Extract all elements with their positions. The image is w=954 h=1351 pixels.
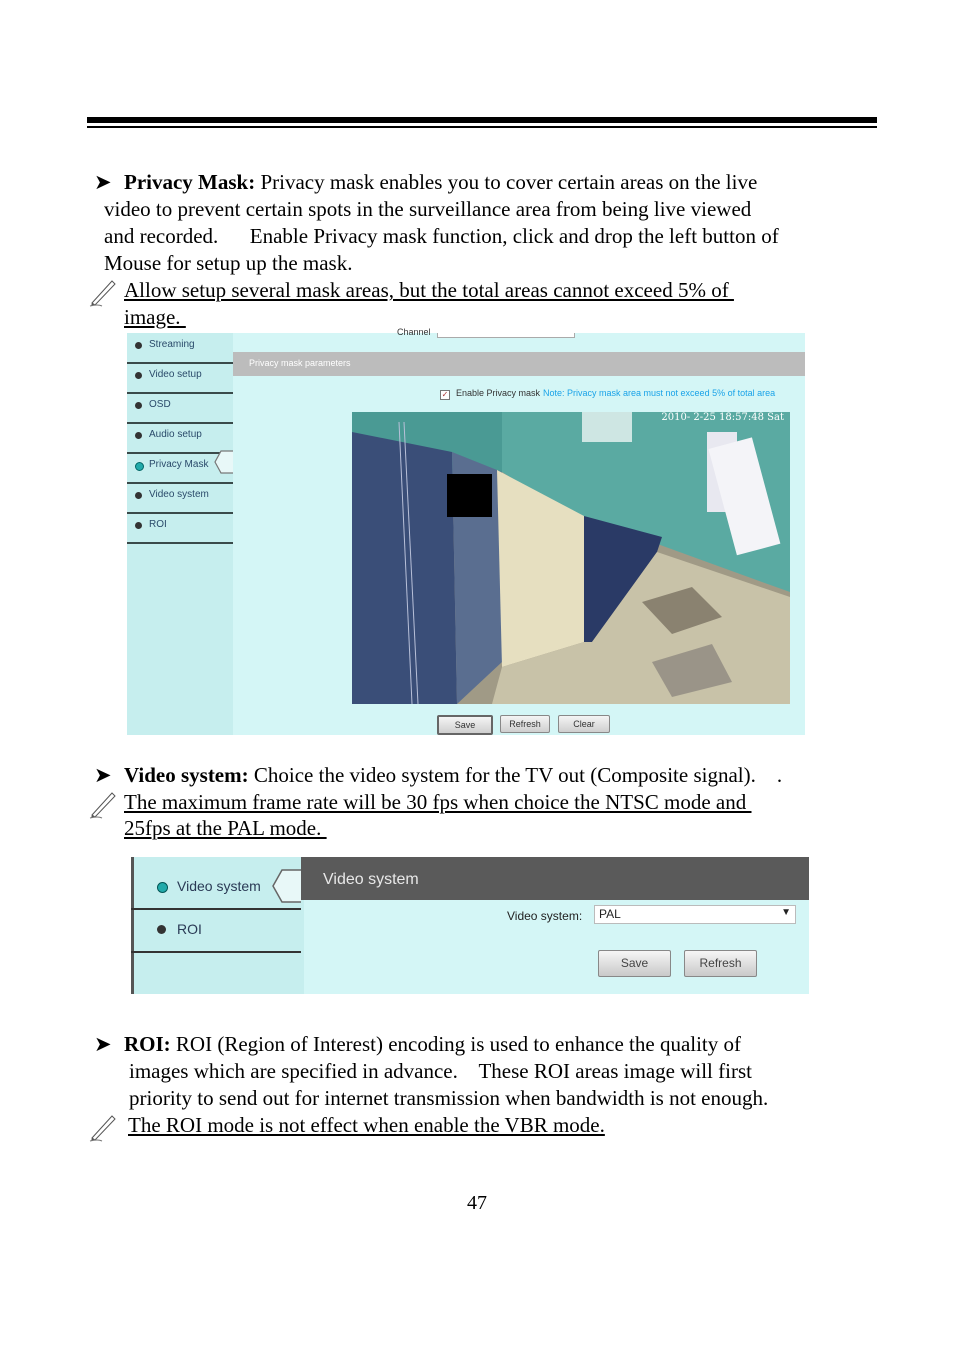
header-rule-thick [87, 117, 877, 123]
sidebar-item-label: Privacy Mask [149, 459, 209, 470]
privacy-mask-rect [447, 474, 492, 517]
header-label: Video system [323, 871, 419, 888]
active-arrow-icon [272, 869, 301, 903]
arrow-bullet-icon: ➤ [94, 1032, 112, 1056]
sidebar-item-label: Audio setup [149, 429, 202, 440]
bullet-dot-icon [135, 342, 142, 349]
bullet-dot-icon [135, 372, 142, 379]
video-system-header [301, 857, 809, 900]
sidebar-item-streaming[interactable] [127, 333, 233, 364]
video-system-screenshot [131, 857, 809, 994]
sidebar-item-label: ROI [177, 921, 202, 937]
bullet-dot-icon [157, 882, 168, 893]
video-system-label: Video system: [507, 909, 583, 923]
chevron-down-icon: ▼ [781, 907, 791, 918]
privacy-note-2: image. [124, 305, 186, 329]
selected-value: PAL [599, 907, 621, 921]
enable-privacy-checkbox[interactable]: ✓ [441, 390, 449, 399]
header-label: Privacy mask parameters [249, 358, 351, 368]
save-button[interactable]: Save [437, 715, 493, 735]
refresh-button[interactable]: Refresh [684, 950, 757, 977]
video-system-title: Video system: [124, 763, 249, 787]
sidebar-item-label: Streaming [149, 339, 195, 350]
privacy-line-2: video to prevent certain spots in the surveillance area from being live viewed [104, 197, 752, 221]
privacy-params-header [233, 352, 805, 376]
bullet-dot-icon [135, 522, 142, 529]
sidebar-item-label: Video system [177, 878, 261, 894]
arrow-bullet-icon: ➤ [94, 170, 112, 194]
sidebar-item-video-system[interactable] [127, 483, 233, 514]
privacy-line-3: and recorded. Enable Privacy mask function, click and drop the left button of [104, 224, 779, 248]
video-system-text: Choice the video system for the TV out (Composite signal). . [253, 763, 783, 787]
channel-label: Channel [397, 327, 431, 337]
sidebar-item-label: OSD [149, 399, 171, 410]
sidebar-item-roi[interactable] [131, 909, 301, 953]
privacy-line-1 [94, 169, 874, 196]
privacy-text-1: Privacy mask enables you to cover certain areas on the live [260, 170, 758, 194]
roi-line-1 [94, 1031, 884, 1058]
bullet-dot-icon [135, 402, 142, 409]
live-video-view[interactable] [352, 412, 790, 704]
channel-select[interactable] [437, 333, 575, 338]
video-system-line [94, 762, 884, 789]
clear-button[interactable]: Clear [558, 715, 610, 733]
save-button[interactable]: Save [598, 950, 671, 977]
video-timestamp: 2010- 2-25 18:57:48 Sat [661, 412, 784, 423]
video-system-note-2: 25fps at the PAL mode. [124, 816, 327, 840]
sidebar-item-osd[interactable] [127, 393, 233, 424]
bullet-dot-icon [135, 432, 142, 439]
sidebar-item-audio-setup[interactable] [127, 423, 233, 454]
page-number: 47 [467, 1192, 487, 1214]
sidebar-item-video-setup[interactable] [127, 363, 233, 394]
roi-title: ROI: [124, 1032, 171, 1056]
roi-text-1: ROI (Region of Interest) encoding is used to enhance the quality of [175, 1032, 742, 1056]
active-arrow-icon [215, 451, 233, 473]
roi-line-2: images which are specified in advance. These ROI areas image will first [129, 1059, 752, 1083]
pen-note-icon [88, 789, 118, 819]
privacy-note-1: Allow setup several mask areas, but the total areas cannot exceed 5% of [124, 278, 734, 302]
sidebar-item-label: Video system [149, 489, 209, 500]
video-system-note-1: The maximum frame rate will be 30 fps when choice the NTSC mode and [124, 790, 752, 814]
arrow-bullet-icon: ➤ [94, 763, 112, 787]
bullet-dot-icon [135, 462, 144, 471]
camera-scene-image [352, 412, 790, 704]
sidebar-item-label: ROI [149, 519, 167, 530]
pen-note-icon [88, 1112, 118, 1142]
video-system-select[interactable] [594, 905, 796, 924]
roi-line-3: priority to send out for internet transmission when bandwidth is not enough. [129, 1086, 769, 1110]
enable-privacy-label: Enable Privacy mask [456, 388, 541, 398]
header-rule-thin [87, 126, 877, 128]
sidebar-item-roi[interactable] [127, 513, 233, 544]
privacy-note-text: Note: Privacy mask area must not exceed 5% of total area [543, 388, 776, 398]
privacy-line-4: Mouse for setup up the mask. [104, 251, 353, 275]
bullet-dot-icon [135, 492, 142, 499]
sidebar-item-label: Video setup [149, 369, 202, 380]
roi-note: The ROI mode is not effect when enable the VBR mode. [128, 1113, 605, 1137]
refresh-button[interactable]: Refresh [500, 715, 550, 733]
bullet-dot-icon [157, 925, 166, 934]
pen-note-icon [88, 277, 118, 307]
privacy-mask-screenshot [127, 327, 805, 735]
privacy-title: Privacy Mask: [124, 170, 256, 194]
